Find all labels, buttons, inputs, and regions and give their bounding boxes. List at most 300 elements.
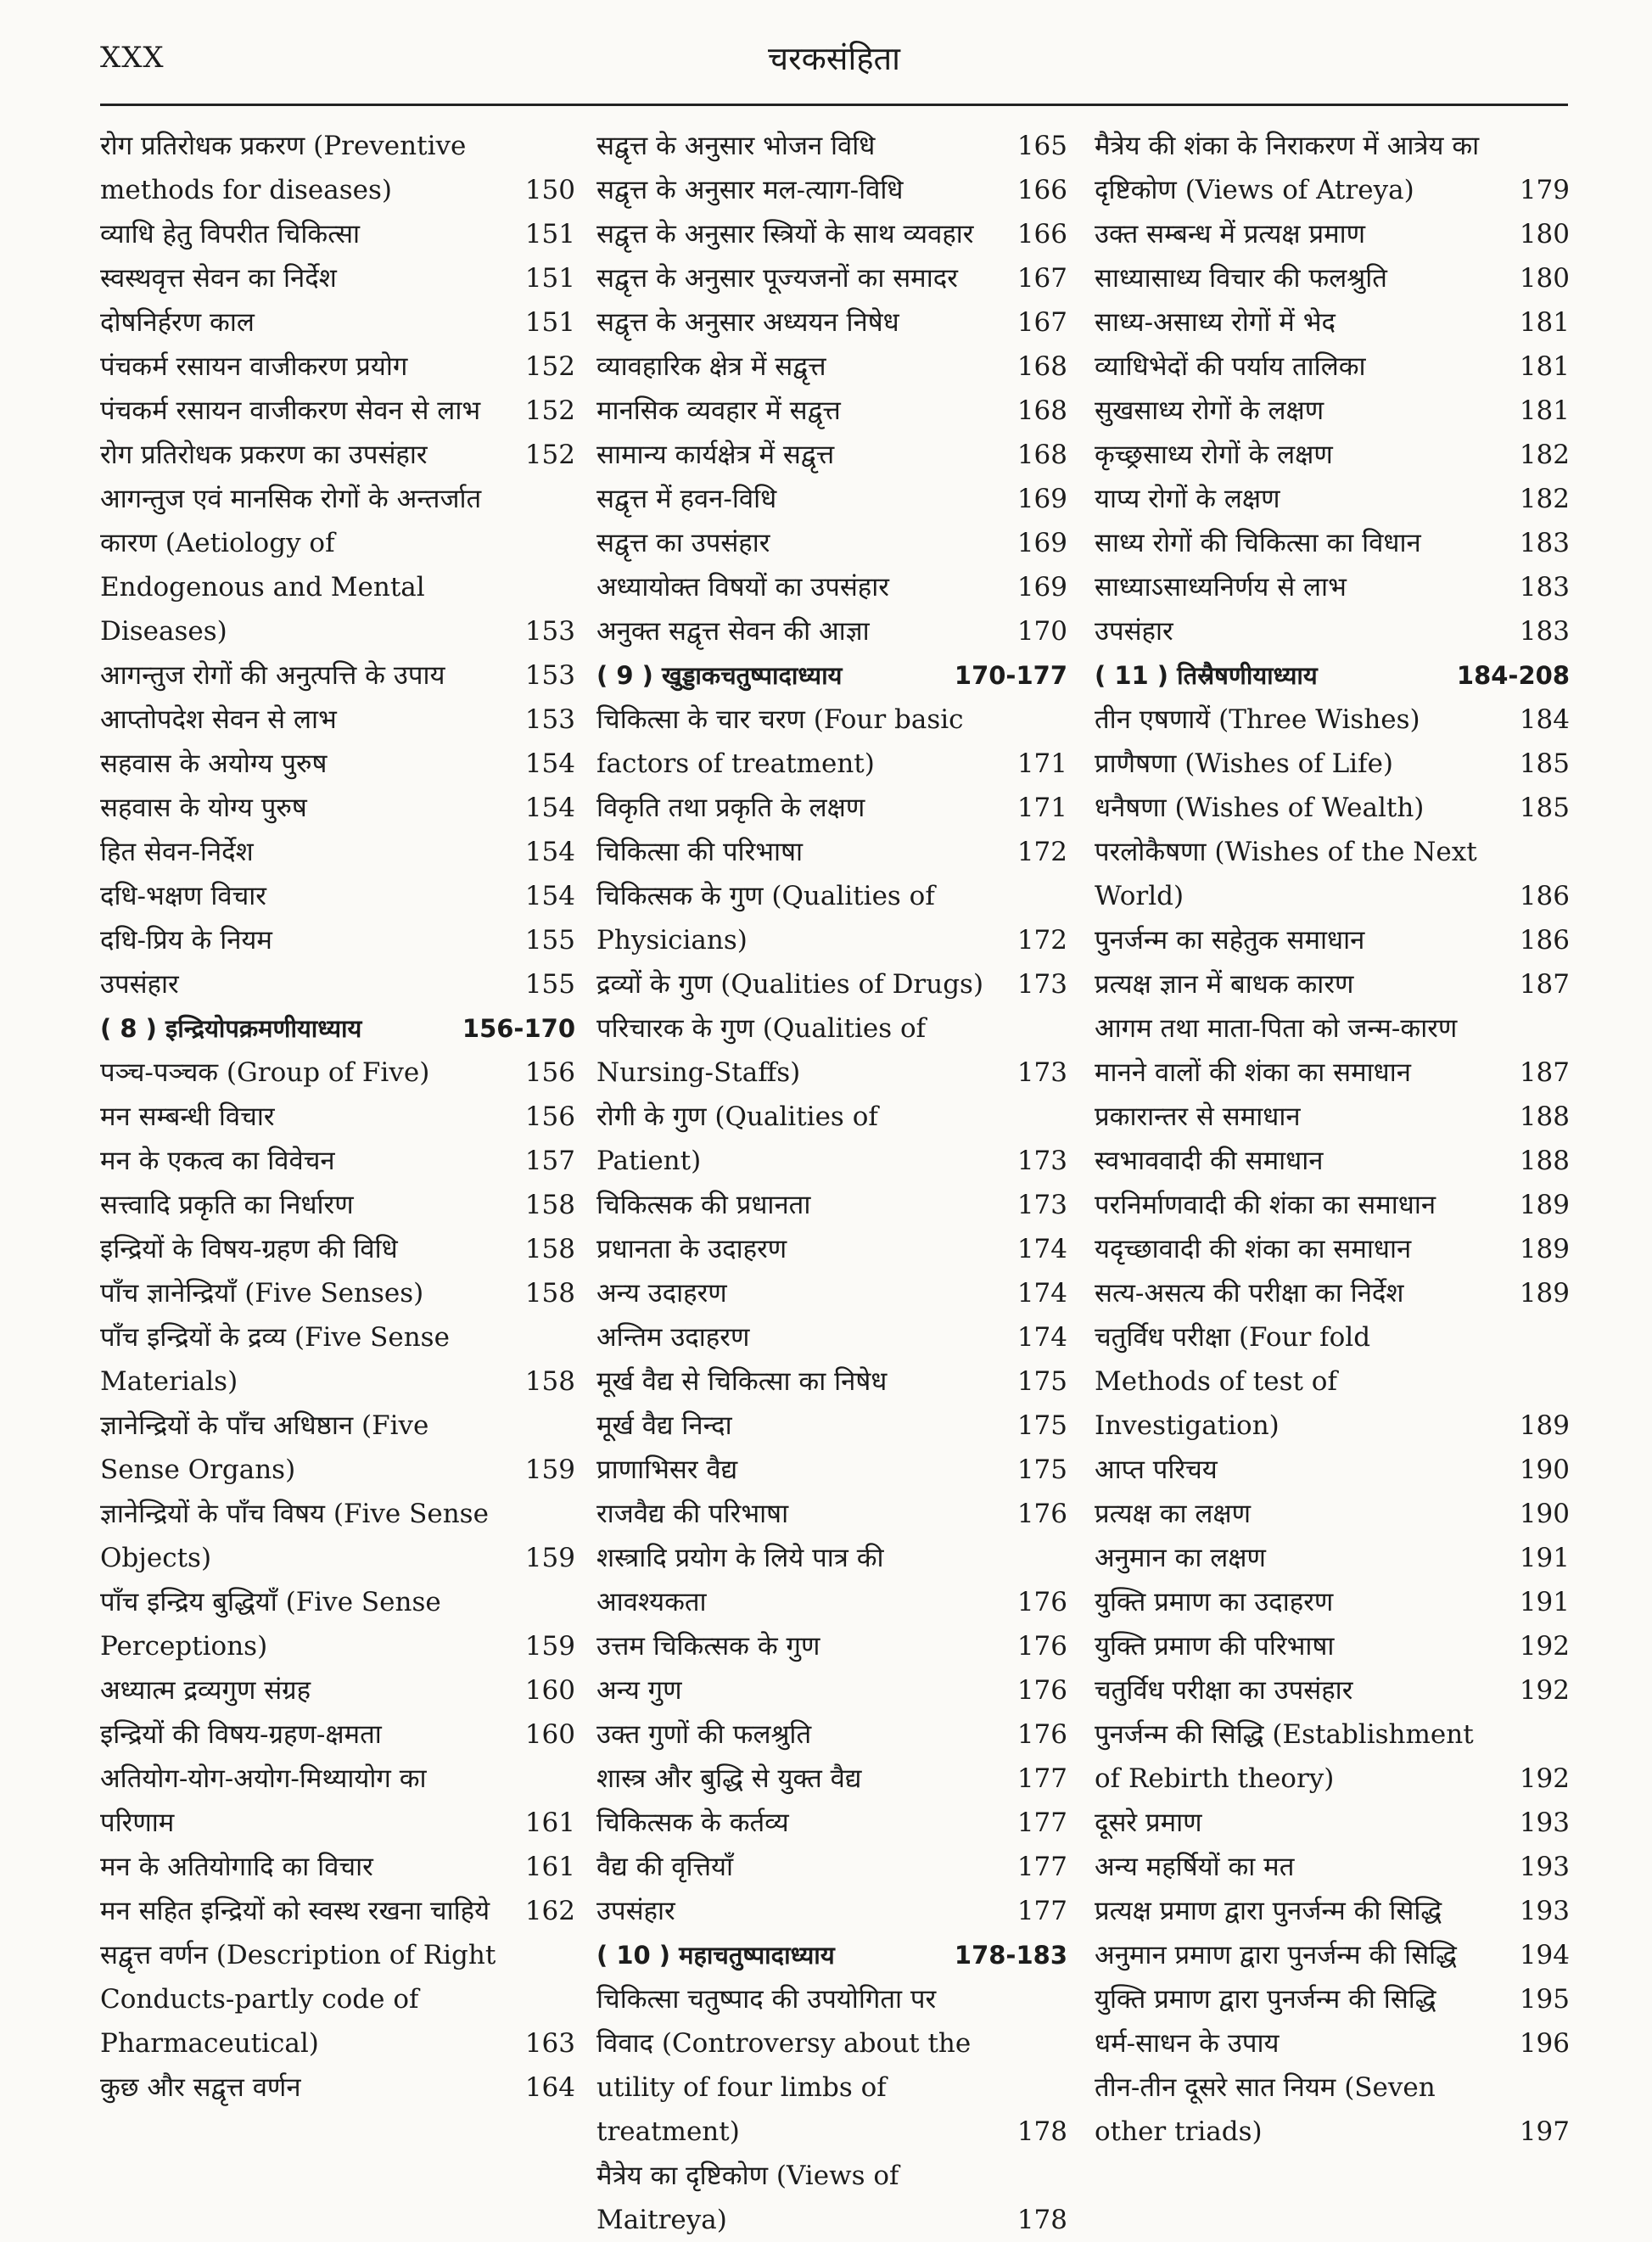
toc-entry (1095, 389, 1570, 433)
entry-title: शस्त्रादि प्रयोग के लिये पात्र की आवश्यकता (596, 1543, 884, 1617)
entry-title: अध्यात्म द्रव्यगुण संग्रह (100, 1675, 311, 1706)
toc-entry (596, 433, 1067, 477)
chapter-page-range: 184-208 (1456, 661, 1570, 690)
toc-entry (596, 345, 1067, 389)
entry-title: सद्वृत्त के अनुसार भोजन विधि (596, 131, 876, 161)
toc-entry (1095, 477, 1570, 521)
entry-title: वैद्य की वृत्तियाँ (596, 1852, 734, 1882)
entry-title: सहवास के अयोग्य पुरुष (100, 748, 328, 779)
toc-entry (100, 1315, 575, 1404)
entry-title: परिचारक के गुण (Qualities of Nursing-Staffs) (596, 1013, 927, 1088)
entry-page-number: 197 (1519, 2116, 1570, 2147)
entry-title: राजवैद्य की परिभाषा (596, 1499, 789, 1529)
entry-title: उक्त गुणों की फलश्रुति (596, 1719, 812, 1750)
entry-title: अन्य उदाहरण (596, 1278, 727, 1309)
entry-title: सुखसाध्य रोगों के लक्षण (1095, 395, 1324, 426)
toc-entry (100, 1889, 575, 1933)
entry-title: व्यावहारिक क्षेत्र में सद्वृत्त (596, 351, 826, 382)
entry-page-number: 181 (1519, 307, 1570, 338)
entry-page-number: 175 (1016, 1366, 1067, 1397)
running-title: चरकसंहिता (767, 40, 901, 77)
toc-entry (596, 1492, 1067, 1536)
toc-entry (1095, 1227, 1570, 1271)
entry-page-number: 152 (524, 395, 575, 426)
entry-title: अतियोग-योग-अयोग-मिथ्यायोग का परिणाम (100, 1763, 427, 1838)
toc-entry (1095, 786, 1570, 830)
toc-entry (100, 962, 575, 1006)
entry-title: उक्त सम्बन्ध में प्रत्यक्ष प्रमाण (1095, 219, 1366, 249)
toc-entry (1095, 300, 1570, 345)
toc-entry (100, 389, 575, 433)
toc-entry (1095, 1006, 1570, 1095)
toc-entry (1095, 1580, 1570, 1624)
entry-page-number: 153 (524, 704, 575, 735)
toc-entry (596, 1712, 1067, 1757)
entry-page-number: 150 (524, 175, 575, 205)
toc-entry (100, 1492, 575, 1580)
entry-page-number: 156 (524, 1057, 575, 1088)
toc-entry (596, 1359, 1067, 1404)
entry-page-number: 163 (524, 2028, 575, 2059)
entry-page-number: 157 (524, 1146, 575, 1176)
toc-entry (1095, 1668, 1570, 1712)
entry-title: अन्य गुण (596, 1675, 682, 1706)
entry-title: कृच्छ्रसाध्य रोगों के लक्षण (1095, 440, 1333, 470)
entry-page-number: 159 (524, 1454, 575, 1485)
entry-page-number: 177 (1016, 1852, 1067, 1882)
toc-entry (1095, 1889, 1570, 1933)
toc-entry (596, 300, 1067, 345)
entry-page-number: 188 (1519, 1101, 1570, 1132)
entry-page-number: 183 (1519, 572, 1570, 603)
entry-page-number: 178 (1016, 2116, 1067, 2147)
entry-page-number: 190 (1519, 1499, 1570, 1529)
entry-title: इन्द्रियों की विषय-ग्रहण-क्षमता (100, 1719, 382, 1750)
toc-entry (596, 1095, 1067, 1183)
entry-title: ज्ञानेन्द्रियों के पाँच अधिष्ठान (Five Sense Organs) (100, 1410, 429, 1485)
toc-entry (100, 1757, 575, 1845)
entry-page-number: 167 (1016, 263, 1067, 294)
entry-title: आप्त परिचय (1095, 1454, 1218, 1485)
entry-page-number: 177 (1016, 1808, 1067, 1838)
entry-page-number: 173 (1016, 969, 1067, 1000)
entry-title: चतुर्विध परीक्षा का उपसंहार (1095, 1675, 1353, 1706)
entry-title: ज्ञानेन्द्रियों के पाँच विषय (Five Sense Objects) (100, 1499, 489, 1573)
toc-entry (1095, 1448, 1570, 1492)
chapter-title: ( 9 ) खुड्डाकचतुष्पादाध्याय (596, 661, 843, 690)
chapter-title: ( 10 ) महाचतुष्पादाध्याय (596, 1941, 835, 1970)
entry-title: प्रत्यक्ष प्रमाण द्वारा पुनर्जन्म की सिद्धि (1095, 1896, 1442, 1926)
entry-page-number: 160 (524, 1719, 575, 1750)
entry-title: अध्यायोक्त विषयों का उपसंहार (596, 572, 889, 603)
toc-entry (1095, 2065, 1570, 2154)
entry-title: चतुर्विध परीक्षा (Four fold Methods of test of Investigation) (1095, 1322, 1371, 1441)
entry-title: मन सहित इन्द्रियों को स्वस्थ रखना चाहिये (100, 1896, 490, 1926)
toc-entry (100, 830, 575, 874)
entry-page-number: 151 (524, 307, 575, 338)
entry-title: आगम तथा माता-पिता को जन्म-कारण मानने वालों की शंका का समाधान (1095, 1013, 1458, 1088)
entry-page-number: 158 (524, 1190, 575, 1220)
entry-title: व्याधि हेतु विपरीत चिकित्सा (100, 219, 361, 249)
entry-page-number: 182 (1519, 484, 1570, 514)
entry-title: परलोकैषणा (Wishes of the Next World) (1095, 837, 1477, 911)
entry-page-number: 158 (524, 1234, 575, 1264)
chapter-page-range: 170-177 (954, 661, 1067, 690)
entry-page-number: 192 (1519, 1763, 1570, 1794)
toc-entry (596, 1404, 1067, 1448)
toc-entry (596, 1006, 1067, 1095)
entry-title: सामान्य कार्यक्षेत्र में सद्वृत्त (596, 440, 835, 470)
toc-column-2 (596, 124, 1067, 2242)
entry-title: चिकित्सा चतुष्पाद की उपयोगिता पर विवाद (Controversy about the utility of four limbs of treatment) (596, 1984, 972, 2147)
entry-title: शास्त्र और बुद्धि से युक्त वैद्य (596, 1763, 862, 1794)
entry-page-number: 193 (1519, 1852, 1570, 1882)
toc-entry (596, 256, 1067, 300)
entry-title: आप्तोपदेश सेवन से लाभ (100, 704, 337, 735)
header-rule (100, 104, 1568, 106)
entry-title: सद्वृत्त का उपसंहार (596, 528, 770, 558)
entry-title: व्याधिभेदों की पर्याय तालिका (1095, 351, 1366, 382)
entry-title: दोषनिर्हरण काल (100, 307, 255, 338)
entry-page-number: 167 (1016, 307, 1067, 338)
toc-entry (596, 1315, 1067, 1359)
entry-title: अनुमान का लक्षण (1095, 1543, 1266, 1573)
entry-title: इन्द्रियों के विषय-ग्रहण की विधि (100, 1234, 398, 1264)
entry-title: पंचकर्म रसायन वाजीकरण प्रयोग (100, 351, 408, 382)
toc-entry (100, 433, 575, 477)
entry-title: प्रत्यक्ष का लक्षण (1095, 1499, 1252, 1529)
toc-entry (100, 1712, 575, 1757)
entry-title: कुछ और सद्वृत्त वर्णन (100, 2072, 301, 2103)
entry-title: पुनर्जन्म की सिद्धि (Establishment of Rebirth theory) (1095, 1719, 1474, 1794)
toc-entry (1095, 212, 1570, 256)
entry-title: रोगी के गुण (Qualities of Patient) (596, 1101, 878, 1176)
entry-title: मन के एकत्व का विवेचन (100, 1146, 335, 1176)
entry-page-number: 183 (1519, 616, 1570, 647)
entry-page-number: 156 (524, 1101, 575, 1132)
entry-title: आगन्तुज रोगों की अनुत्पत्ति के उपाय (100, 660, 445, 691)
entry-page-number: 161 (524, 1852, 575, 1882)
toc-entry (100, 698, 575, 742)
entry-page-number: 184 (1519, 704, 1570, 735)
toc-entry (100, 477, 575, 653)
entry-title: युक्ति प्रमाण की परिभाषा (1095, 1631, 1335, 1662)
entry-page-number: 185 (1519, 793, 1570, 823)
entry-page-number: 185 (1519, 748, 1570, 779)
entry-page-number: 151 (524, 263, 575, 294)
entry-page-number: 171 (1016, 748, 1067, 779)
entry-title: धर्म-साधन के उपाय (1095, 2028, 1280, 2059)
entry-page-number: 174 (1016, 1278, 1067, 1309)
entry-title: मूर्ख वैद्य से चिकित्सा का निषेध (596, 1366, 888, 1397)
entry-title: अनुमान प्रमाण द्वारा पुनर्जन्म की सिद्धि (1095, 1940, 1457, 1970)
chapter-heading (100, 1006, 575, 1051)
entry-page-number: 191 (1519, 1587, 1570, 1617)
toc-entry (100, 1183, 575, 1227)
entry-page-number: 155 (524, 969, 575, 1000)
toc-entry (596, 565, 1067, 609)
entry-page-number: 159 (524, 1631, 575, 1662)
entry-title: मूर्ख वैद्य निन्दा (596, 1410, 732, 1441)
entry-page-number: 159 (524, 1543, 575, 1573)
entry-page-number: 179 (1519, 175, 1570, 205)
entry-page-number: 187 (1519, 969, 1570, 1000)
chapter-heading (596, 1933, 1067, 1977)
toc-entry (100, 918, 575, 962)
toc-entry (1095, 830, 1570, 918)
entry-page-number: 189 (1519, 1234, 1570, 1264)
toc-entry (1095, 1139, 1570, 1183)
entry-page-number: 183 (1519, 528, 1570, 558)
entry-title: मैत्रेय का दृष्टिकोण (Views of Maitreya) (596, 2161, 899, 2235)
entry-page-number: 169 (1016, 484, 1067, 514)
toc-entry (596, 1977, 1067, 2154)
toc-entry (1095, 1536, 1570, 1580)
toc-entry (1095, 1801, 1570, 1845)
entry-page-number: 158 (524, 1366, 575, 1397)
toc-entry (596, 1668, 1067, 1712)
entry-page-number: 176 (1016, 1499, 1067, 1529)
toc-entry (596, 830, 1067, 874)
entry-page-number: 155 (524, 925, 575, 956)
toc-entry (596, 786, 1067, 830)
entry-page-number: 166 (1016, 219, 1067, 249)
entry-title: पाँच ज्ञानेन्द्रियाँ (Five Senses) (100, 1278, 424, 1309)
toc-entry (596, 389, 1067, 433)
entry-title: दधि-भक्षण विचार (100, 881, 266, 911)
toc-entry (596, 124, 1067, 168)
toc-entry (100, 1227, 575, 1271)
toc-entry (596, 698, 1067, 786)
toc-entry (1095, 1492, 1570, 1536)
entry-title: प्रत्यक्ष ज्ञान में बाधक कारण (1095, 969, 1354, 1000)
toc-entry (596, 212, 1067, 256)
toc-entry (596, 609, 1067, 653)
chapter-title: ( 8 ) इन्द्रियोपक्रमणीयाध्याय (100, 1014, 362, 1043)
entry-page-number: 154 (524, 837, 575, 867)
entry-title: तीन-तीन दूसरे सात नियम (Seven other triads) (1095, 2072, 1436, 2147)
entry-title: साध्यासाध्य विचार की फलश्रुति (1095, 263, 1387, 294)
entry-title: उत्तम चिकित्सक के गुण (596, 1631, 820, 1662)
entry-title: रोग प्रतिरोधक प्रकरण का उपसंहार (100, 440, 428, 470)
toc-entry (100, 1933, 575, 2065)
entry-page-number: 180 (1519, 263, 1570, 294)
entry-page-number: 196 (1519, 2028, 1570, 2059)
entry-title: साध्याऽसाध्यनिर्णय से लाभ (1095, 572, 1347, 603)
toc-entry (596, 1624, 1067, 1668)
entry-page-number: 176 (1016, 1631, 1067, 1662)
toc-entry (1095, 1271, 1570, 1315)
toc-entry (1095, 1977, 1570, 2021)
entry-page-number: 177 (1016, 1896, 1067, 1926)
toc-entry (596, 1183, 1067, 1227)
entry-title: उपसंहार (596, 1896, 675, 1926)
toc-column-1 (100, 124, 575, 2110)
entry-title: चिकित्सा के चार चरण (Four basic factors of treatment) (596, 704, 964, 779)
entry-page-number: 171 (1016, 793, 1067, 823)
entry-title: दधि-प्रिय के नियम (100, 925, 272, 956)
toc-entry (100, 786, 575, 830)
entry-title: पंचकर्म रसायन वाजीकरण सेवन से लाभ (100, 395, 481, 426)
entry-page-number: 172 (1016, 837, 1067, 867)
entry-page-number: 168 (1016, 395, 1067, 426)
toc-entry (100, 124, 575, 212)
entry-title: धनैषणा (Wishes of Wealth) (1095, 793, 1425, 823)
entry-title: मानसिक व्यवहार में सद्वृत्त (596, 395, 841, 426)
toc-entry (596, 1227, 1067, 1271)
toc-entry (100, 1139, 575, 1183)
toc-entry (100, 742, 575, 786)
entry-page-number: 189 (1519, 1190, 1570, 1220)
entry-page-number: 154 (524, 793, 575, 823)
toc-entry (596, 1889, 1067, 1933)
toc-entry (1095, 1845, 1570, 1889)
toc-entry (1095, 1315, 1570, 1448)
entry-page-number: 173 (1016, 1190, 1067, 1220)
entry-page-number: 168 (1016, 440, 1067, 470)
toc-entry (596, 1757, 1067, 1801)
entry-title: चिकित्सक की प्रधानता (596, 1190, 811, 1220)
entry-page-number: 169 (1016, 572, 1067, 603)
entry-page-number: 186 (1519, 925, 1570, 956)
toc-entry (596, 874, 1067, 962)
chapter-heading (1095, 653, 1570, 698)
entry-page-number: 161 (524, 1808, 575, 1838)
entry-title: प्रकारान्तर से समाधान (1095, 1101, 1301, 1132)
entry-title: याप्य रोगों के लक्षण (1095, 484, 1280, 514)
toc-entry (596, 521, 1067, 565)
entry-page-number: 187 (1519, 1057, 1570, 1088)
entry-page-number: 192 (1519, 1675, 1570, 1706)
toc-entry (1095, 345, 1570, 389)
entry-page-number: 178 (1016, 2205, 1067, 2235)
toc-entry (1095, 2021, 1570, 2065)
entry-title: सद्वृत्त के अनुसार स्त्रियों के साथ व्यवहार (596, 219, 974, 249)
toc-entry (100, 1845, 575, 1889)
entry-page-number: 164 (524, 2072, 575, 2103)
entry-page-number: 182 (1519, 440, 1570, 470)
entry-title: सद्वृत्त के अनुसार मल-त्याग-विधि (596, 175, 904, 205)
toc-entry (1095, 521, 1570, 565)
entry-title: सहवास के योग्य पुरुष (100, 793, 307, 823)
entry-page-number: 152 (524, 440, 575, 470)
toc-entry (100, 874, 575, 918)
entry-page-number: 189 (1519, 1410, 1570, 1441)
entry-title: चिकित्सक के गुण (Qualities of Physicians) (596, 881, 935, 956)
entry-page-number: 180 (1519, 219, 1570, 249)
toc-entry (1095, 256, 1570, 300)
entry-page-number: 188 (1519, 1146, 1570, 1176)
toc-entry (1095, 1183, 1570, 1227)
toc-entry (100, 256, 575, 300)
entry-title: युक्ति प्रमाण द्वारा पुनर्जन्म की सिद्धि (1095, 1984, 1436, 2015)
toc-entry (1095, 124, 1570, 212)
entry-title: उपसंहार (100, 969, 179, 1000)
entry-page-number: 190 (1519, 1454, 1570, 1485)
toc-entry (1095, 1933, 1570, 1977)
toc-entry (1095, 918, 1570, 962)
entry-page-number: 166 (1016, 175, 1067, 205)
toc-entry (100, 300, 575, 345)
entry-title: रोग प्रतिरोधक प्रकरण (Preventive methods for diseases) (100, 131, 467, 205)
toc-entry (1095, 1624, 1570, 1668)
toc-entry (1095, 433, 1570, 477)
entry-title: साध्य-असाध्य रोगों में भेद (1095, 307, 1336, 338)
toc-entry (100, 1404, 575, 1492)
toc-entry (596, 1801, 1067, 1845)
entry-page-number: 152 (524, 351, 575, 382)
toc-entry (1095, 565, 1570, 609)
entry-page-number: 176 (1016, 1675, 1067, 1706)
chapter-heading (596, 653, 1067, 698)
entry-page-number: 195 (1519, 1984, 1570, 2015)
toc-entry (100, 1051, 575, 1095)
entry-page-number: 153 (524, 616, 575, 647)
page-number: XXX (100, 41, 165, 75)
chapter-title: ( 11 ) तिस्रैषणीयाध्याय (1095, 661, 1318, 690)
toc-entry (100, 653, 575, 698)
entry-title: सत्य-असत्य की परीक्षा का निर्देश (1095, 1278, 1404, 1309)
chapter-page-range: 156-170 (462, 1014, 575, 1043)
entry-title: अनुक्त सद्वृत्त सेवन की आज्ञा (596, 616, 870, 647)
entry-page-number: 176 (1016, 1719, 1067, 1750)
entry-page-number: 177 (1016, 1763, 1067, 1794)
entry-title: मैत्रेय की शंका के निराकरण में आत्रेय का दृष्टिकोण (Views of Atreya) (1095, 131, 1480, 205)
entry-page-number: 175 (1016, 1410, 1067, 1441)
entry-page-number: 174 (1016, 1322, 1067, 1353)
entry-title: सद्वृत्त के अनुसार पूज्यजनों का समादर (596, 263, 958, 294)
entry-title: तीन एषणायें (Three Wishes) (1095, 704, 1420, 735)
entry-title: पाँच इन्द्रिय बुद्धियाँ (Five Sense Perceptions) (100, 1587, 441, 1662)
entry-title: विकृति तथा प्रकृति के लक्षण (596, 793, 865, 823)
entry-page-number: 186 (1519, 881, 1570, 911)
entry-page-number: 160 (524, 1675, 575, 1706)
toc-entry (596, 168, 1067, 212)
entry-page-number: 173 (1016, 1146, 1067, 1176)
entry-page-number: 154 (524, 748, 575, 779)
entry-title: अन्य महर्षियों का मत (1095, 1852, 1295, 1882)
toc-entry (100, 1580, 575, 1668)
entry-page-number: 174 (1016, 1234, 1067, 1264)
toc-entry (1095, 1712, 1570, 1801)
entry-page-number: 151 (524, 219, 575, 249)
entry-title: प्राणैषणा (Wishes of Life) (1095, 748, 1394, 779)
entry-title: पुनर्जन्म का सहेतुक समाधान (1095, 925, 1365, 956)
entry-page-number: 168 (1016, 351, 1067, 382)
toc-entry (596, 962, 1067, 1006)
toc-entry (596, 477, 1067, 521)
toc-entry (100, 1095, 575, 1139)
entry-title: सत्त्वादि प्रकृति का निर्धारण (100, 1190, 354, 1220)
entry-page-number: 153 (524, 660, 575, 691)
entry-page-number: 191 (1519, 1543, 1570, 1573)
toc-entry (596, 1271, 1067, 1315)
entry-title: पाँच इन्द्रियों के द्रव्य (Five Sense Materials) (100, 1322, 450, 1397)
toc-entry (1095, 609, 1570, 653)
page-header (100, 32, 1568, 100)
toc-entry (100, 1271, 575, 1315)
entry-page-number: 169 (1016, 528, 1067, 558)
entry-title: स्वभाववादी की समाधान (1095, 1146, 1324, 1176)
entry-page-number: 175 (1016, 1454, 1067, 1485)
entry-page-number: 162 (524, 1896, 575, 1926)
entry-page-number: 181 (1519, 395, 1570, 426)
toc-entry (596, 2154, 1067, 2242)
toc-entry (100, 345, 575, 389)
entry-title: साध्य रोगों की चिकित्सा का विधान (1095, 528, 1421, 558)
entry-title: प्राणाभिसर वैद्य (596, 1454, 738, 1485)
entry-page-number: 193 (1519, 1896, 1570, 1926)
